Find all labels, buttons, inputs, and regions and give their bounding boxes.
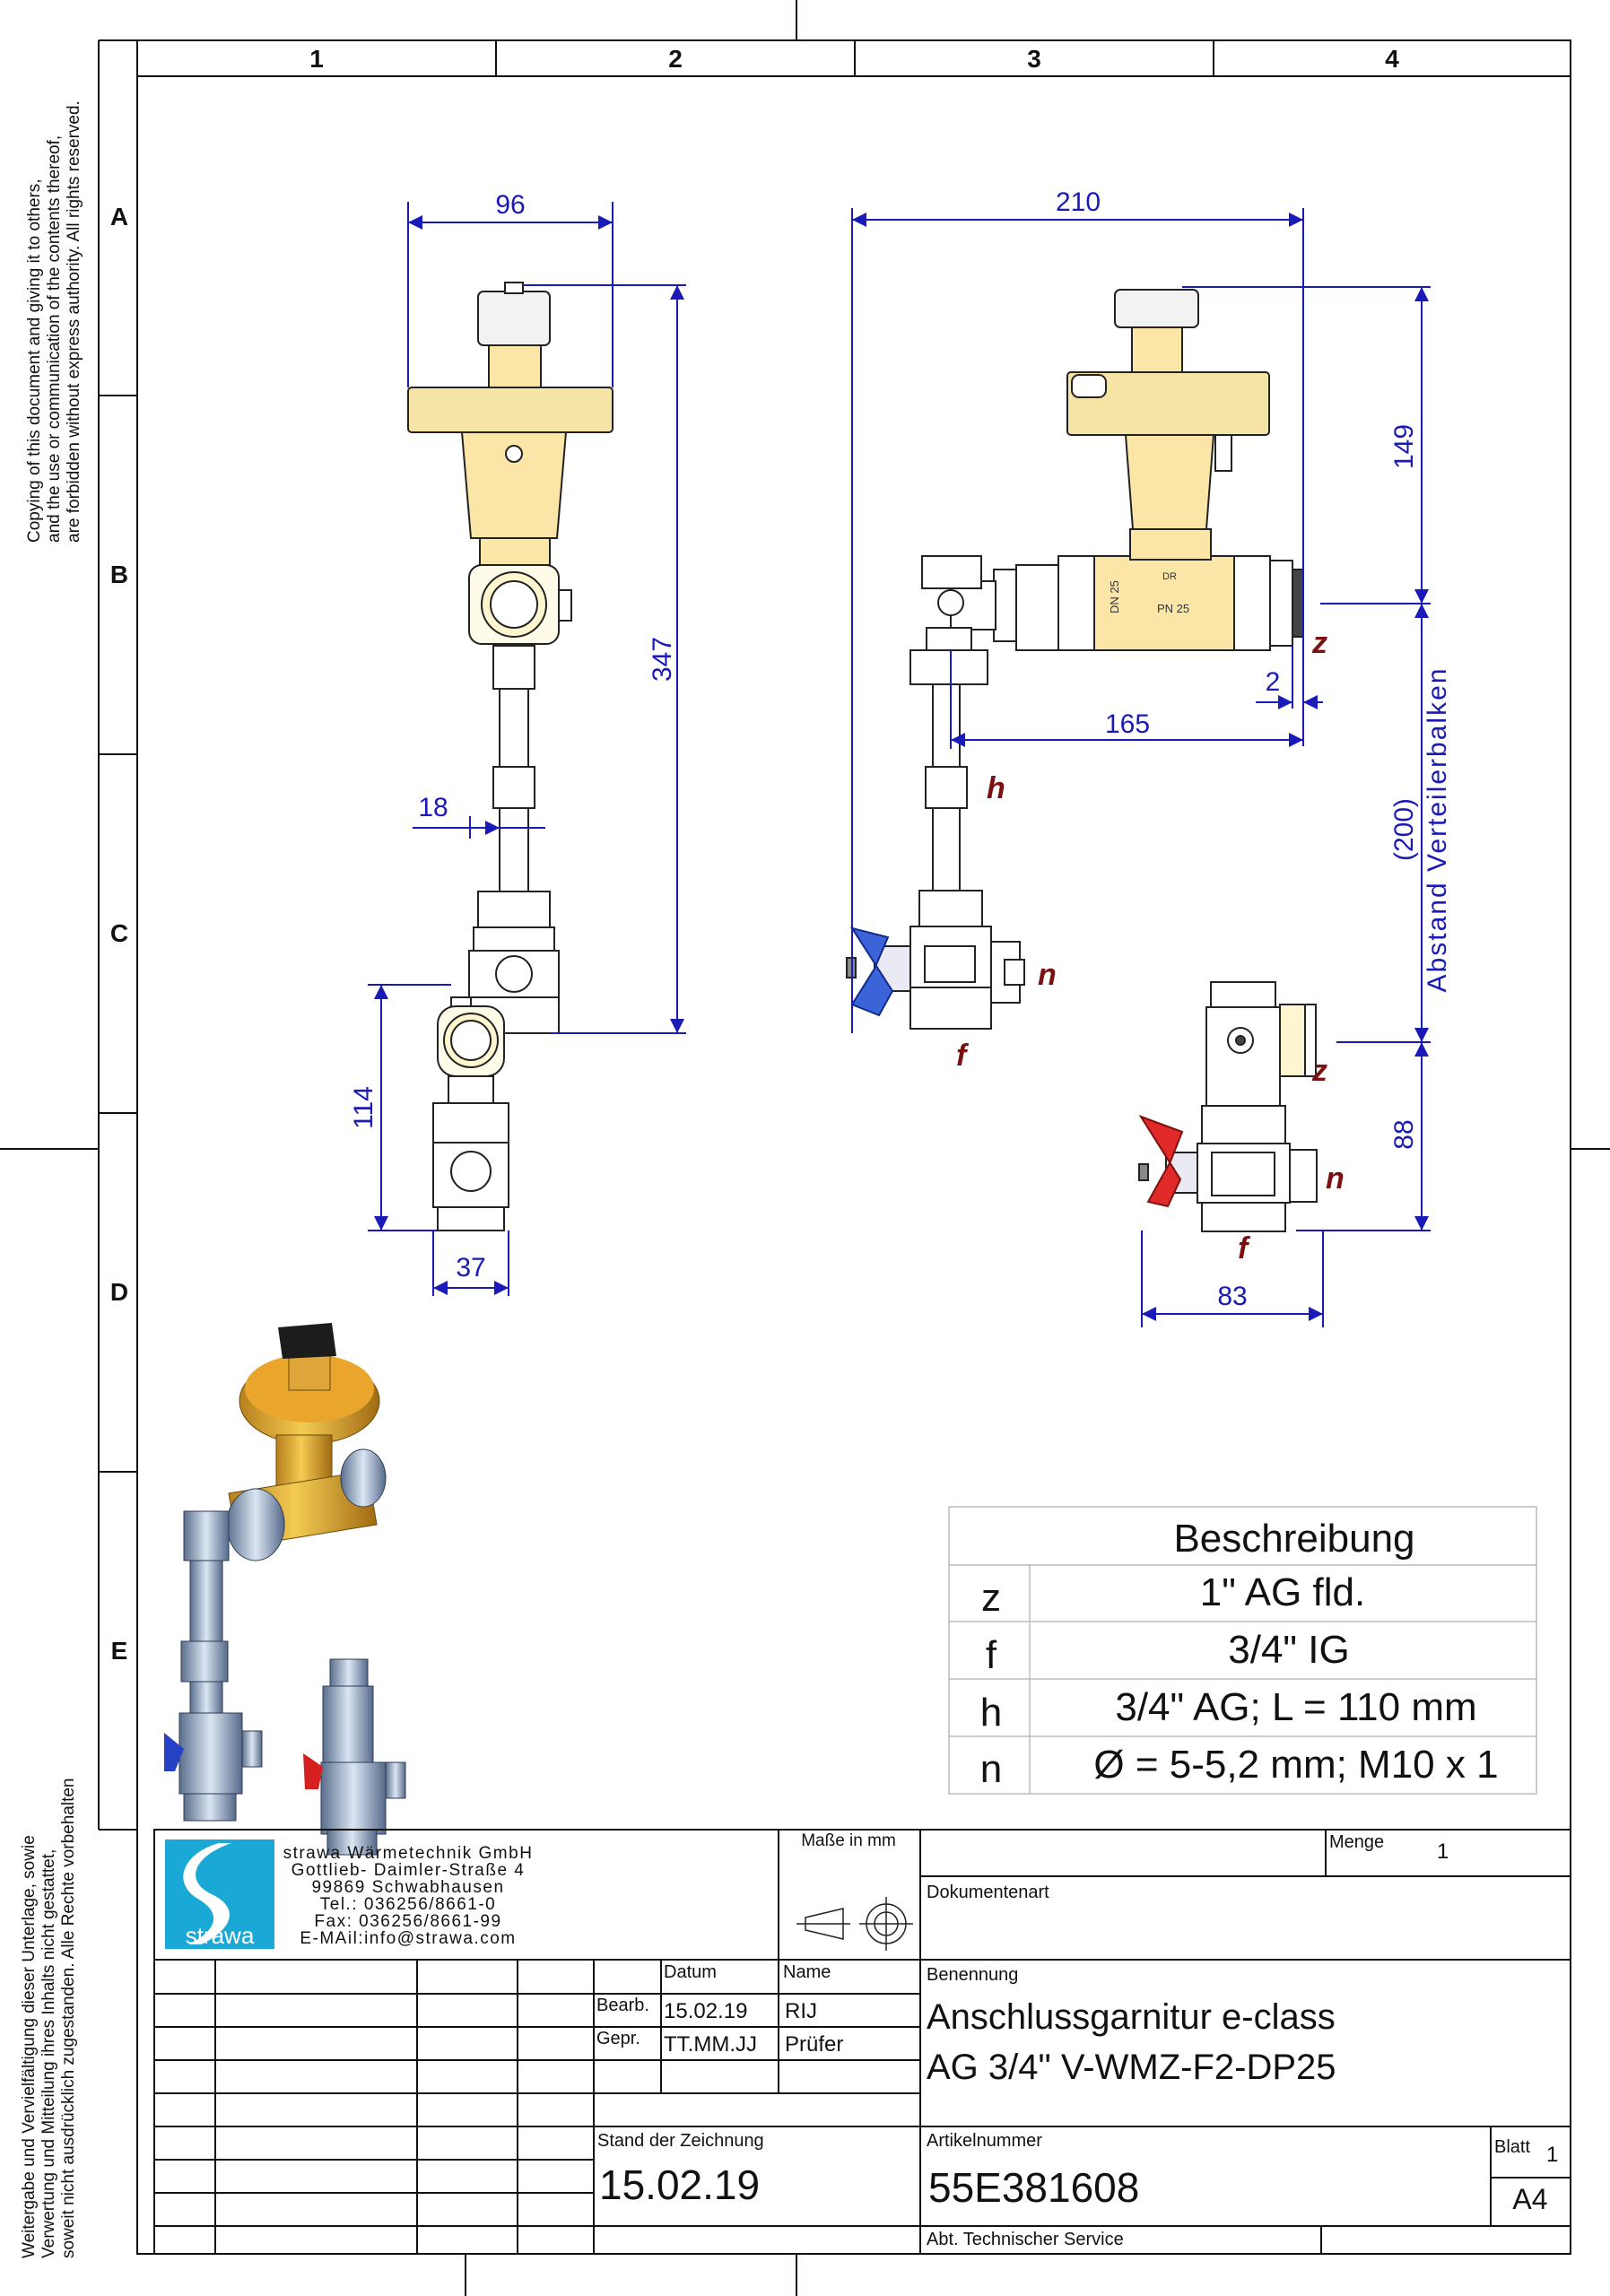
description-key: h xyxy=(979,1691,1003,1735)
menge-value: 1 xyxy=(1437,1839,1449,1864)
column-label: 1 xyxy=(309,45,324,73)
description-value: Ø = 5-5,2 mm; M10 x 1 xyxy=(1093,1743,1499,1787)
dim-right-span: 165 xyxy=(1104,709,1151,739)
units-label: Maße in mm xyxy=(801,1831,896,1850)
dim-right-width: 210 xyxy=(1055,187,1101,217)
dim-left-lower: 114 xyxy=(349,1086,379,1129)
label-n: n xyxy=(1038,958,1057,992)
menge-label: Menge xyxy=(1329,1832,1385,1852)
lower-ball-valve xyxy=(1139,982,1317,1231)
right-view-assembly xyxy=(847,290,1303,1029)
projection-symbol xyxy=(796,1897,913,1951)
row-label: C xyxy=(109,919,129,947)
bearb-name: RIJ xyxy=(785,1999,817,2023)
svg-text:strawa Wärmetechnik GmbH: strawa Wärmetechnik GmbH xyxy=(283,1844,534,1863)
bearb-date: 15.02.19 xyxy=(664,1999,748,2023)
bearb-label: Bearb. xyxy=(596,1996,649,2015)
dim-distance-label: Abstand Verteilerbalken xyxy=(1423,666,1452,993)
copyright-note-en: Copying of this document and giving it to others, and the use or communication of the contents thereof, are forbidden without express authority. All rights reserved. xyxy=(25,100,83,543)
strawa-logo xyxy=(165,1839,274,1949)
dim-distance: (200) xyxy=(1389,797,1419,862)
gepr-name: Prüfer xyxy=(785,2032,844,2057)
description-value: 3/4" AG; L = 110 mm xyxy=(1115,1685,1477,1729)
artikel-label: Artikelnummer xyxy=(927,2131,1042,2151)
drawing-title-line2: AG 3/4" V-WMZ-F2-DP25 xyxy=(927,2048,1336,2087)
description-value: 1" AG fld. xyxy=(1199,1570,1366,1614)
copyright-note-de: Weitergabe und Vervielfältigung dieser Unterlage, sowie Verwertung und Mitteilung ihres Inhalts nicht gestattet, soweit nicht ausdrücklich zugestanden. Alle Rechte vorbehalten xyxy=(20,1778,78,2258)
blatt-value: 1 xyxy=(1546,2143,1559,2167)
dim-left-height: 347 xyxy=(648,636,677,683)
doc-type-label: Dokumentenart xyxy=(927,1883,1049,1902)
label-f: f xyxy=(956,1039,967,1073)
gepr-date: TT.MM.JJ xyxy=(664,2032,757,2057)
svg-text:Gottlieb- Daimler-Straße 4: Gottlieb- Daimler-Straße 4 xyxy=(291,1861,526,1880)
svg-text:99869 Schwabhausen: 99869 Schwabhausen xyxy=(311,1878,505,1897)
row-headers xyxy=(110,203,128,1665)
label-z: z xyxy=(1312,1054,1327,1088)
stand-label: Stand der Zeichnung xyxy=(597,2131,764,2151)
format-value: A4 xyxy=(1512,2183,1548,2215)
svg-text:Fax: 036256/8661-99: Fax: 036256/8661-99 xyxy=(314,1912,502,1931)
blatt-label: Blatt xyxy=(1494,2137,1531,2157)
stand-value: 15.02.19 xyxy=(599,2161,761,2208)
dim-left-width: 96 xyxy=(495,190,526,220)
dim-right-offset: 2 xyxy=(1265,667,1281,697)
gepr-label: Gepr. xyxy=(596,2029,640,2048)
svg-text:E-MAil:info@strawa.com: E-MAil:info@strawa.com xyxy=(300,1929,517,1948)
name-label: Name xyxy=(783,1962,831,1982)
valve-marking: DN 25 xyxy=(1108,580,1121,613)
column-label: 4 xyxy=(1385,45,1399,73)
row-label: A xyxy=(109,203,129,230)
dim-right-bottom: 83 xyxy=(1217,1282,1248,1311)
row-label: E xyxy=(110,1637,128,1665)
drawing-title-line1: Anschlussgarnitur e-class xyxy=(927,1997,1336,2037)
dim-left-bottom: 37 xyxy=(456,1253,486,1283)
description-key: f xyxy=(985,1633,997,1677)
valve-marking: DR xyxy=(1162,571,1177,582)
row-label: D xyxy=(109,1278,129,1306)
department-label: Abt. Technischer Service xyxy=(927,2230,1124,2249)
dim-right-height-upper: 149 xyxy=(1389,423,1419,470)
benennung-label: Benennung xyxy=(927,1965,1019,1985)
svg-text:Tel.: 036256/8661-0: Tel.: 036256/8661-0 xyxy=(319,1895,497,1914)
valve-marking: PN 25 xyxy=(1157,602,1190,615)
company-address xyxy=(283,1844,534,1948)
datum-label: Datum xyxy=(664,1962,717,1982)
label-f: f xyxy=(1238,1231,1249,1265)
dim-right-lower: 88 xyxy=(1389,1119,1419,1150)
description-key: z xyxy=(981,1576,1001,1620)
description-key: n xyxy=(979,1747,1003,1791)
label-z: z xyxy=(1312,626,1327,660)
label-h: h xyxy=(987,771,1005,805)
logo-text: strawa xyxy=(185,1922,255,1949)
artikel-value: 55E381608 xyxy=(928,2164,1140,2211)
left-view-assembly xyxy=(408,283,613,1231)
description-value: 3/4" IG xyxy=(1228,1628,1350,1672)
column-label: 2 xyxy=(668,45,683,73)
column-label: 3 xyxy=(1027,45,1041,73)
dim-left-pipe: 18 xyxy=(418,793,448,822)
label-n: n xyxy=(1326,1161,1345,1196)
row-label: B xyxy=(109,561,129,588)
description-header: Beschreibung xyxy=(1173,1517,1415,1561)
isometric-render-ball-valve xyxy=(303,1659,405,1855)
